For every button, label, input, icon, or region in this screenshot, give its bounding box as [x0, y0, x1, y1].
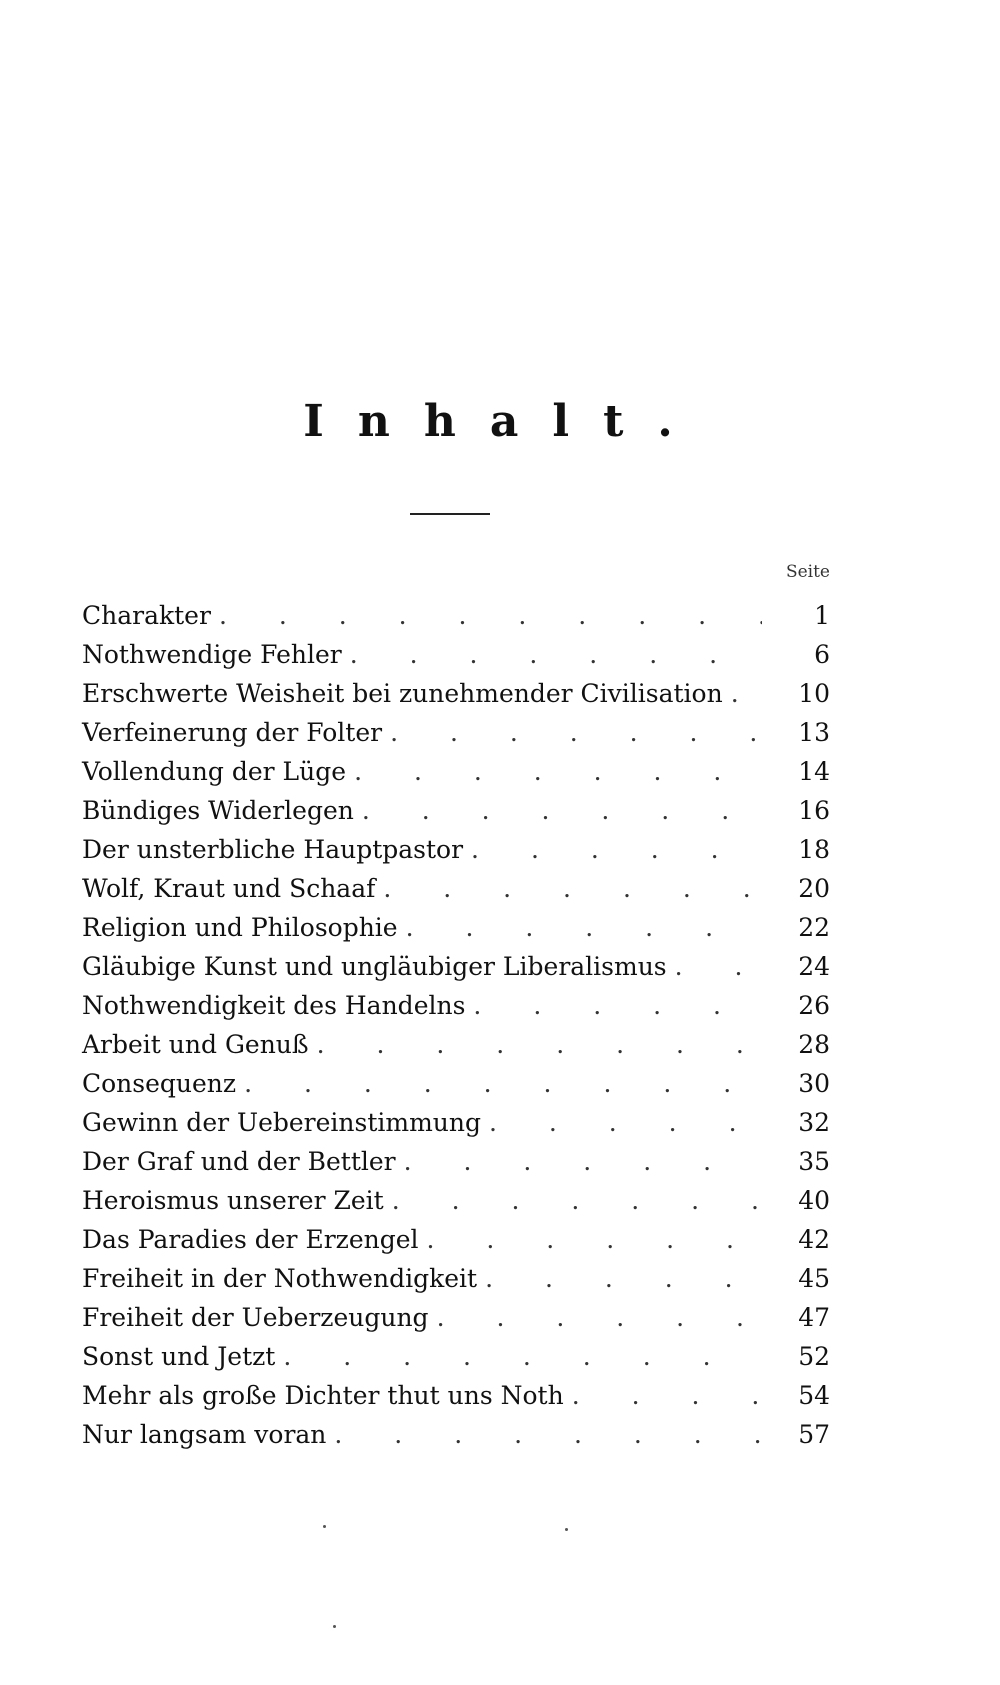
toc-entry-title: Nothwendige Fehler	[82, 640, 342, 669]
toc-leader-dots	[404, 1142, 762, 1181]
toc-entry-page: 22	[798, 913, 830, 942]
toc-entry	[82, 986, 830, 1025]
toc-entry	[82, 1064, 830, 1103]
toc-entry-title: Sonst und Jetzt	[82, 1342, 276, 1371]
toc-leader-dots	[350, 635, 762, 674]
toc-leader-dots	[437, 1298, 762, 1337]
toc-entry-page: 6	[814, 640, 830, 669]
toc-entry	[82, 947, 830, 986]
toc-entry-title: Nothwendigkeit des Handelns	[82, 991, 466, 1020]
toc-entry-page: 45	[798, 1264, 830, 1293]
toc-leader-dots	[219, 596, 762, 635]
toc-entry	[82, 908, 830, 947]
toc-entry	[82, 1415, 830, 1454]
toc-leader-dots	[334, 1415, 762, 1454]
toc-entry	[82, 1376, 830, 1415]
toc-leader-dots	[317, 1025, 762, 1064]
toc-entry	[82, 1103, 830, 1142]
page-column-header: Seite	[785, 562, 830, 582]
toc-entry-title: Der unsterbliche Hauptpastor	[82, 835, 464, 864]
toc-leader-dots	[392, 1181, 762, 1220]
print-speck	[333, 1625, 336, 1628]
title-divider	[410, 513, 490, 515]
toc-entry	[82, 635, 830, 674]
toc-entry-title: Verfeinerung der Folter	[82, 718, 383, 747]
toc-entry-title: Arbeit und Genuß	[82, 1030, 309, 1059]
toc-entry	[82, 1142, 830, 1181]
toc-leader-dots	[675, 947, 762, 986]
toc-entry-page: 32	[798, 1108, 830, 1137]
toc-entry-page: 10	[798, 679, 830, 708]
toc-leader-dots	[427, 1220, 762, 1259]
toc-entry-page: 26	[798, 991, 830, 1020]
toc-entry-title: Charakter	[82, 601, 211, 630]
toc-entry-title: Bündiges Widerlegen	[82, 796, 354, 825]
toc-entry-page: 30	[798, 1069, 830, 1098]
toc-entry	[82, 752, 830, 791]
toc-entry	[82, 596, 830, 635]
toc-entry	[82, 791, 830, 830]
toc-leader-dots	[489, 1103, 762, 1142]
toc-entry-page: 16	[798, 796, 830, 825]
toc-entry-title: Erschwerte Weisheit bei zunehmender Civilisation	[82, 679, 723, 708]
toc-leader-dots	[485, 1259, 762, 1298]
toc-entry-title: Consequenz	[82, 1069, 237, 1098]
toc-leader-dots	[572, 1376, 762, 1415]
toc-entry-title: Vollendung der Lüge	[82, 757, 347, 786]
toc-leader-dots	[244, 1064, 762, 1103]
toc-entry-page: 52	[798, 1342, 830, 1371]
toc-entry-title: Freiheit in der Nothwendigkeit	[82, 1264, 478, 1293]
toc-entry	[82, 1025, 830, 1064]
toc-leader-dots	[731, 674, 762, 713]
toc-entry	[82, 1259, 830, 1298]
toc-entry-title: Mehr als große Dichter thut uns Noth	[82, 1381, 564, 1410]
toc-entry-title: Heroismus unserer Zeit	[82, 1186, 384, 1215]
toc-entry-title: Gewinn der Uebereinstimmung	[82, 1108, 481, 1137]
toc-entry-page: 57	[798, 1420, 830, 1449]
page-title: Inhalt.	[303, 396, 707, 447]
toc-entry-page: 40	[798, 1186, 830, 1215]
toc-entry-title: Wolf, Kraut und Schaaf	[82, 874, 376, 903]
toc-entry-page: 1	[814, 601, 830, 630]
toc-entry	[82, 869, 830, 908]
toc-entry-page: 13	[798, 718, 830, 747]
toc-leader-dots	[362, 791, 762, 830]
table-of-contents	[82, 596, 830, 1454]
toc-leader-dots	[354, 752, 762, 791]
toc-leader-dots	[390, 713, 762, 752]
toc-entry	[82, 674, 830, 713]
toc-leader-dots	[471, 830, 762, 869]
print-speck	[323, 1525, 326, 1528]
toc-entry-page: 24	[798, 952, 830, 981]
toc-entry	[82, 713, 830, 752]
toc-entry	[82, 1220, 830, 1259]
toc-entry-page: 47	[798, 1303, 830, 1332]
toc-entry-page: 28	[798, 1030, 830, 1059]
toc-entry-page: 42	[798, 1225, 830, 1254]
toc-entry-title: Gläubige Kunst und ungläubiger Liberalismus	[82, 952, 667, 981]
toc-entry-title: Der Graf und der Bettler	[82, 1147, 396, 1176]
print-speck	[565, 1528, 568, 1531]
toc-entry	[82, 1181, 830, 1220]
toc-entry	[82, 830, 830, 869]
toc-entry-page: 54	[798, 1381, 830, 1410]
toc-leader-dots	[473, 986, 762, 1025]
toc-entry-title: Das Paradies der Erzengel	[82, 1225, 419, 1254]
toc-leader-dots	[283, 1337, 762, 1376]
toc-entry	[82, 1337, 830, 1376]
toc-entry-title: Nur langsam voran	[82, 1420, 327, 1449]
toc-entry-title: Freiheit der Ueberzeugung	[82, 1303, 429, 1332]
toc-entry-title: Religion und Philosophie	[82, 913, 398, 942]
toc-entry-page: 18	[798, 835, 830, 864]
toc-entry-page: 35	[798, 1147, 830, 1176]
toc-entry	[82, 1298, 830, 1337]
toc-entry-page: 20	[798, 874, 830, 903]
toc-entry-page: 14	[798, 757, 830, 786]
toc-leader-dots	[383, 869, 762, 908]
toc-leader-dots	[406, 908, 762, 947]
